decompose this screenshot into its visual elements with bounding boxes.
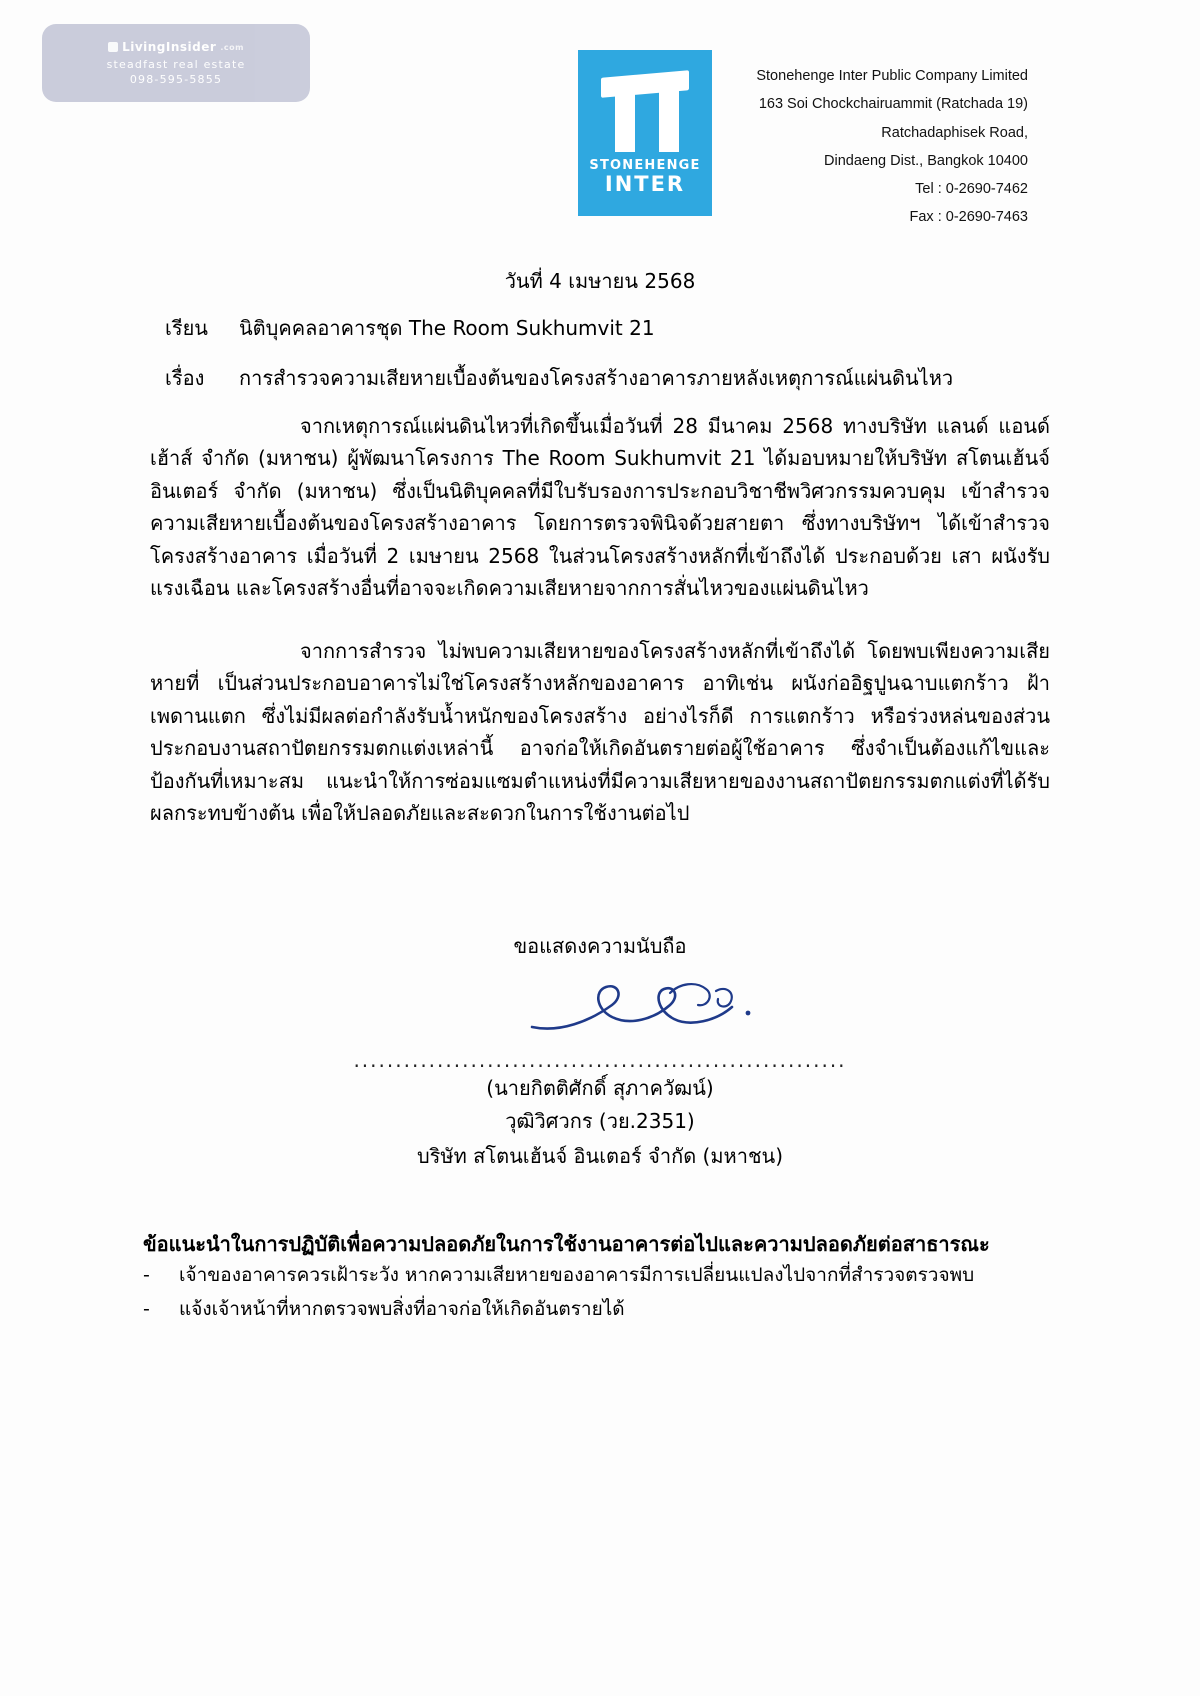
company-line: Ratchadaphisek Road, <box>881 124 1028 141</box>
paragraph-text: จากเหตุการณ์แผ่นดินไหวที่เกิดขึ้นเมื่อวันที่ 28 มีนาคม 2568 ทางบริษัท แลนด์ แอนด์ เฮ้าส์ จำกัด (มหาชน) ผู้พัฒนาโครงการ The Room Sukhumvit 21 ได้มอบหมายให้บริษัท สโตนเฮ้นจ์ อินเตอร์ จำกัด (มหาชน) ซึ่งเป็นนิติบุคคลที่มีใบรับรองการประกอบวิชาชีพวิศวกรรมควบคุม เข้าสำรวจความเสียหายเบื้องต้นของโครงสร้างอาคาร โดยการตรวจพินิจด้วยสายตา ซึ่งทางบริษัทฯ ได้เข้าสำรวจโครงสร้างอาคาร เมื่อวันที่ 2 เมษายน 2568 ในส่วนโครงสร้างหลักที่เข้าถึงได้ ประกอบด้วย เสา ผนังรับแรงเฉือน และโครงสร้างอื่นที่อาจจะเกิดความเสียหายจากการสั่นไหวของแผ่นดินไหว <box>150 414 1050 600</box>
watermark-phone: 098-595-5855 <box>129 73 223 86</box>
logo-line-2: INTER <box>604 172 686 196</box>
subject-row <box>165 362 953 394</box>
house-icon <box>108 42 118 52</box>
company-line: Stonehenge Inter Public Company Limited <box>756 68 1028 84</box>
list-item-text: แจ้งเจ้าหน้าที่หากตรวจพบสิ่งที่อาจก่อให้เกิดอันตรายได้ <box>179 1297 625 1320</box>
addressee-label: เรียน <box>165 316 208 340</box>
company-line: Dindaeng Dist., Bangkok 10400 <box>824 152 1028 169</box>
letter-date: วันที่ 4 เมษายน 2568 <box>504 269 696 293</box>
company-address-block <box>598 62 1028 232</box>
addressee-row <box>165 312 655 344</box>
company-line: Tel : 0-2690-7462 <box>915 181 1028 198</box>
watermark-brand-suffix: .com <box>220 42 244 52</box>
watermark-tagline: steadfast real estate <box>106 58 246 71</box>
watermark-brand <box>108 40 244 54</box>
company-line: Fax : 0-2690-7463 <box>909 209 1028 226</box>
addressee-value: นิติบุคคลอาคารชุด The Room Sukhumvit 21 <box>239 316 655 340</box>
body-paragraph-1 <box>150 410 1050 604</box>
list-item-text: เจ้าของอาคารควรเฝ้าระวัง หากความเสียหายของอาคารมีการเปลี่ยนแปลงไปจากที่สำรวจตรวจพบ <box>179 1264 975 1286</box>
signer-name: (นายกิตติศักดิ์ สุภาควัฒน์) <box>486 1076 714 1100</box>
body-paragraph-2 <box>150 635 1050 829</box>
signature-image <box>520 975 800 1045</box>
recommendations-list <box>143 1265 1063 1333</box>
watermark-livinginsider <box>42 24 310 102</box>
list-bullet: - <box>143 1264 150 1286</box>
list-item <box>143 1265 1063 1286</box>
signer-license: วุฒิวิศวกร (วย.2351) <box>505 1109 695 1133</box>
subject-value: การสำรวจความเสียหายเบื้องต้นของโครงสร้างอาคารภายหลังเหตุการณ์แผ่นดินไหว <box>239 366 954 390</box>
logo-line-1: STONEHENGE <box>589 158 701 173</box>
signature-line: ........................................................... <box>353 1048 847 1072</box>
company-line: 163 Soi Chockchairuammit (Ratchada 19) <box>758 96 1028 113</box>
list-item <box>143 1299 1063 1320</box>
watermark-brand-text: LivingInsider <box>122 40 217 54</box>
closing-text: ขอแสดงความนับถือ <box>513 934 687 958</box>
subject-label: เรื่อง <box>165 366 205 390</box>
list-bullet: - <box>143 1297 150 1320</box>
recommendations-title: ข้อแนะนำในการปฏิบัติเพื่อความปลอดภัยในการใช้งานอาคารต่อไปและความปลอดภัยต่อสาธารณะ <box>143 1232 990 1256</box>
signer-company: บริษัท สโตนเฮ้นจ์ อินเตอร์ จำกัด (มหาชน) <box>416 1144 784 1168</box>
paragraph-text: จากการสำรวจ ไม่พบความเสียหายของโครงสร้างหลักที่เข้าถึงได้ โดยพบเพียงความเสียหายที่ เป็นส่วนประกอบอาคารไม่ใช่โครงสร้างหลักของอาคาร อาทิเช่น ผนังก่ออิฐปูนฉาบแตกร้าว ฝ้าเพดานแตก ซึ่งไม่มีผลต่อกำลังรับน้ำหนักของโครงสร้าง อย่างไรก็ดี การแตกร้าว หรือร่วงหล่นของส่วนประกอบงานสถาปัตยกรรมตกแต่งเหล่านี้ อาจก่อให้เกิดอันตรายต่อผู้ใช้อาคาร ซึ่งจำเป็นต้องแก้ไขและป้องกันที่เหมาะสม แนะนำให้การซ่อมแซมตำแหน่งที่มีความเสียหายของงานสถาปัตยกรรมตกแต่งที่ได้รับผลกระทบข้างต้น เพื่อให้ปลอดภัยและสะดวกในการใช้งานต่อไป <box>150 639 1050 825</box>
